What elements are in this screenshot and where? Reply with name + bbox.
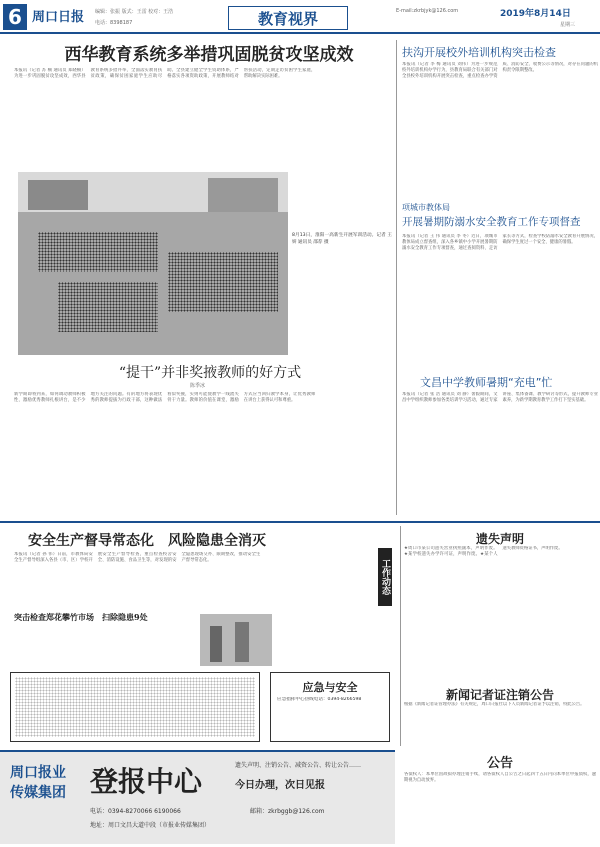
safety-quote-box — [10, 672, 260, 742]
opinion-body: 新学期即将到来，如何调动教师积极性、激励优秀教师扎根讲台，是不少地方关注的问题。有的地方将表现优秀的教师提拔为行政干部，这种做法看似奖掖，实则可能使教学一线流失骨干力量。教师的价值在课堂，激励方式应当回归教学本身，让优秀教师在讲台上获得认可和尊重。 — [14, 392, 316, 403]
inspection-photo — [200, 614, 272, 666]
section-title: 教育视界 — [228, 6, 348, 30]
art2-body: 本报讯（记者 王 伟 通讯员 李 冬）近日，项城市教体局成立督查组，深入各乡镇中小学开展暑期防溺水安全教育工作专项督查，通过查阅资料、走访家长等方式，检查学校防溺水安全教育开展情况，确保学生度过一个安全、健康的暑假。 — [402, 234, 598, 251]
lost-notice-title: 遗失声明 — [475, 532, 524, 546]
section-rule — [0, 521, 600, 523]
emergency-box — [270, 672, 390, 742]
ad-slogan: 今日办理，次日见报 — [235, 780, 325, 791]
safety-subtitle: 突击检查郑花攀竹市场 扫除隐患9处 — [14, 612, 148, 622]
lead-title: 西华教育系统多举措巩固脱贫攻坚成效 — [64, 45, 354, 65]
art3-body: 本报讯（记者 张 浩 通讯员 刘 静）暑假期间，文昌中学组织教师参加各类培训学习活动，通过专家讲座、集体备课、教学研讨等形式，提升教师专业素养，为新学期教育教学工作打下坚实基础。 — [402, 392, 598, 403]
safety-body: 本报讯（记者 孙 伟）日前，市教体局安全生产督导组深入各县（市、区）学校开展安全生产督导检查，重点检查校舍安全、消防设施、食品卫生等，对发现的安全隐患现场交办、限期整改，推动安全生产督导常态化。 — [14, 552, 261, 563]
emergency-title: 应急与安全 — [302, 681, 358, 694]
art3-title: 文昌中学教师暑期“充电”忙 — [420, 376, 553, 389]
page-number: 6 — [3, 4, 27, 30]
art1-title: 扶沟开展校外培训机构突击检查 — [402, 46, 556, 59]
art2-title: 项城市教体局 — [402, 203, 450, 212]
ad-phone: 电话：0394-8270066 6190066 — [90, 808, 181, 815]
art2-subtitle: 开展暑期防溺水安全教育工作专项督查 — [402, 216, 581, 228]
ad-address: 地址：周口文昌大道中段（市报业传媒集团） — [90, 822, 211, 829]
paper-name: 周口日报 — [32, 10, 85, 25]
header-date: 2019年8月14日 — [500, 9, 571, 19]
training-photo — [18, 172, 288, 355]
ad-headline: 登报中心 — [90, 765, 203, 798]
notice-divider — [400, 526, 401, 746]
opinion-author: 陈季冰 — [190, 383, 206, 389]
phone-left: 电话：8398187 — [95, 20, 133, 26]
opinion-title: “提干”并非奖掖教师的好方式 — [118, 365, 302, 381]
ad-email: 邮箱：zkrbggb@126.com — [250, 808, 325, 815]
ad-company-line2: 传媒集团 — [10, 785, 66, 801]
lead-body: 本报讯（记者 苏 楠 通讯员 郑晓楠）为进一步巩固脱贫攻坚成效，西华县教育系统多措并举，全面落实教育扶贫政策，确保贫困家庭学生应助尽助。全县建立健全学生资助体系，严格落实各项资助政策，开展教师结对帮扶活动，定期走访贫困学生家庭，帮助解决实际困难。 — [14, 68, 316, 79]
ad-services: 遗失声明、注销公告、减资公告、转让公告…… — [235, 762, 362, 769]
lost-notice-body: ★周口市某公司遗失营业执照副本，声明作废。★某学校遗失办学许可证，声明作废。★某个人遗失教师资格证书，声明作废。 — [404, 546, 563, 557]
column-divider — [396, 40, 397, 515]
ad-company-line1: 周口报业 — [10, 765, 66, 781]
safety-sidebar-label: 工作动态 — [378, 548, 392, 606]
ad-banner — [0, 750, 395, 844]
press-notice-body: 根据《新闻记者证管理办法》有关规定，周口日报社以下人员新闻记者证予以注销，特此公告。 — [404, 702, 585, 707]
press-notice-title: 新闻记者证注销公告 — [445, 688, 554, 702]
header-email: E-mail:zkrbjyk@126.com — [396, 8, 459, 14]
editor-info: 编辑：张振 版式：王雷 校对：王浩 — [95, 9, 174, 15]
announcement-title: 公告 — [486, 756, 513, 771]
header-weekday: 星期三 — [560, 22, 576, 28]
photo-caption: 8月13日，淮阳一高新生开展军训活动。记者 王妍 通讯员 邵荐 摄 — [292, 233, 392, 245]
art1-body: 本报讯（记者 李 梅 通讯员 刘伟）为进一步规范校外培训机构办学行为，县教育局联合有关部门对全县校外培训机构开展突击检查，重点检查办学资质、消防安全、收费公示等情况，对存在问题的机构责令限期整改。 — [402, 62, 598, 79]
announcement-body: 各债权人：本单位因故拟办理注销手续，请各债权人自公告之日起四十五日内向本单位申报债权，逾期视为自动放弃。 — [404, 772, 596, 783]
emergency-body: 应急指挥中心热线电话：0394-8266598 — [277, 697, 362, 702]
safety-title: 安全生产督导常态化 风险隐患全消灭 — [28, 533, 266, 549]
